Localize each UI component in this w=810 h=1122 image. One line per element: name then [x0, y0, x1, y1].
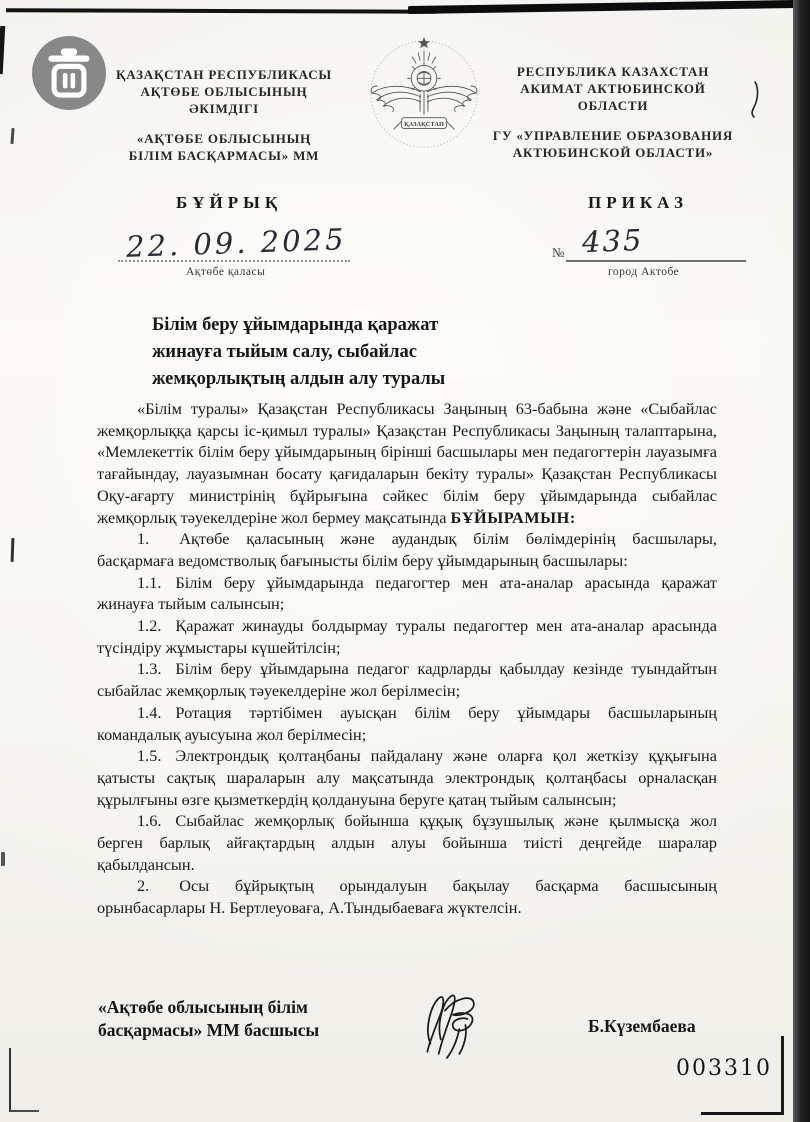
handwritten-order-number: 435	[581, 222, 644, 260]
signer-name: Б.Күзембаева	[588, 1016, 696, 1036]
date-underline	[118, 260, 350, 262]
form-corner-mark-bottom-left	[9, 1048, 39, 1112]
item-text: Сыбайлас жемқорлық бойынша құқық бұзушылық және қылмысқа жол берген барлық айғақтардың алдын алуы бойынша тиісті деңгейде шаралар қабылдансын.	[97, 811, 717, 874]
item-text: Ақтөбе қаласының және аудандық білім бөлімдерінің басшылары, басқармаға ведомстволық бағынысты білім беру ұйымдарының басшылары:	[97, 529, 717, 570]
scan-mark	[11, 538, 15, 562]
letterhead-russian	[492, 63, 734, 161]
trash-icon	[32, 36, 106, 110]
order-item	[97, 572, 717, 615]
title-line: Білім беру ұйымдарында қаражат	[152, 315, 439, 335]
emblem-banner-text: ҚАЗАҚСТАН	[404, 121, 444, 129]
letterhead-line: ҚАЗАҚСТАН РЕСПУБЛИКАСЫ	[116, 67, 332, 82]
order-item	[97, 875, 717, 918]
handwritten-date: 22. 09. 2025	[125, 222, 348, 264]
scan-mark	[10, 128, 14, 144]
letterhead-line: РЕСПУБЛИКА КАЗАХСТАН	[516, 64, 710, 79]
signer-position	[98, 996, 319, 1042]
scan-edge-left	[0, 26, 5, 74]
intro-text: «Білім туралы» Қазақстан Республикасы Заңының 63-бабына және «Сыбайлас жемқорлыққа қарсы іс-қимыл туралы» Қазақстан Республикасы Заңының талаптарына, «Мемлекеттік білім беру ұйымдарының бірінші басшылары мен педагогтерін лауазымға тағайындау, лауазымнан босату қағидаларын бекіту туралы» Қазақстан Республикасы Оқу-ағарту министрінің бұйрығына сәйкес білім беру ұйымдарында сыбайлас жемқорлық тәуекелдеріне жол бермеу мақсатында	[97, 399, 717, 527]
place-label-kazakh: Ақтөбе қаласы	[186, 266, 266, 278]
order-item	[97, 702, 717, 745]
letterhead-line: «АҚТӨБЕ ОБЛЫСЫНЫҢ	[136, 131, 312, 146]
decree-word: БҰЙЫРАМЫН:	[450, 507, 576, 527]
number-sign: №	[552, 245, 565, 260]
scan-mark	[1, 852, 5, 866]
number-underline	[566, 260, 746, 262]
item-number: 1.1.	[137, 572, 162, 592]
form-number: 003310	[676, 1056, 772, 1081]
item-text: Электрондық қолтаңбаны пайдалану және оларға қол жеткізу құқығына қатысты сақтық шараларын алу мақсатында электрондық қолтаңбасы орналасқан құрылғыны өзге қызметкердің қолдануына беруге қатаң тыйым салынсын;	[97, 746, 717, 809]
letterhead-line: АКИМАТ АКТЮБИНСКОЙ ОБЛАСТИ	[520, 81, 706, 113]
place-label-russian: город Актобе	[608, 266, 680, 278]
item-number: 2.	[137, 876, 150, 896]
item-number: 1.3.	[137, 659, 162, 679]
handwritten-signature	[414, 988, 486, 1060]
scan-edge-right	[793, 0, 810, 1122]
letterhead-line: БІЛІМ БАСҚАРМАСЫ» ММ	[128, 148, 320, 163]
item-text: Осы бұйрықтың орындалуын бақылау басқарма басшысының орынбасарлары Н. Бертлеуоваға, А.Тындыбаеваға жүктелсін.	[97, 876, 717, 918]
item-number: 1.	[137, 529, 150, 549]
order-item	[97, 745, 717, 810]
title-line: жинауға тыйым салу, сыбайлас	[152, 342, 417, 362]
order-item	[97, 810, 717, 875]
item-text: Білім беру ұйымдарына педагог кадрларды қабылдау кезінде туындайтын сыбайлас жемқорлық тәуекелдеріне жол берілмесін;	[97, 659, 717, 701]
order-body	[97, 398, 717, 919]
item-text: Білім беру ұйымдарында педагогтер мен ата-аналар арасында қаражат жинауға тыйым салынсын;	[97, 572, 717, 614]
order-item	[97, 615, 717, 658]
letterhead-line: АҚТӨБЕ ОБЛЫСЫНЫҢ ӘКІМДІГІ	[140, 84, 308, 116]
intro-paragraph	[97, 398, 717, 528]
letterhead-line: АКТЮБИНСКОЙ ОБЛАСТИ»	[512, 145, 714, 160]
order-label-russian: ПРИКАЗ	[588, 193, 688, 212]
document-title	[152, 312, 445, 393]
item-number: 1.5.	[137, 746, 162, 766]
signer-position-line: «Ақтөбе облысының білім	[98, 997, 308, 1017]
pen-mark	[746, 80, 762, 120]
letterhead-line: ГУ «УПРАВЛЕНИЕ ОБРАЗОВАНИЯ	[492, 128, 734, 143]
item-text: Ротация тәртібімен ауысқан білім беру ұйымдары басшыларының командалық ауысуына жол берілмесін;	[97, 702, 717, 744]
letterhead-kazakh	[104, 66, 344, 164]
delete-button[interactable]	[32, 36, 106, 110]
kazakhstan-emblem-icon	[360, 33, 488, 161]
item-number: 1.4.	[137, 702, 162, 722]
item-number: 1.6.	[137, 811, 162, 831]
scan-edge-top-right	[408, 0, 798, 14]
scan-edge-top	[6, 8, 436, 14]
signer-position-line: басқармасы» ММ басшысы	[98, 1020, 320, 1040]
order-item	[97, 528, 717, 571]
item-text: Қаражат жинауды болдырмау туралы педагогтер мен ата-аналар арасында түсіндіру жұмыстары күшейтілсін;	[97, 616, 717, 657]
item-number: 1.2.	[137, 616, 162, 636]
order-item	[97, 658, 717, 701]
order-label-kazakh: БҰЙРЫҚ	[176, 193, 283, 212]
title-line: жемқорлықтың алдын алу туралы	[152, 369, 446, 389]
